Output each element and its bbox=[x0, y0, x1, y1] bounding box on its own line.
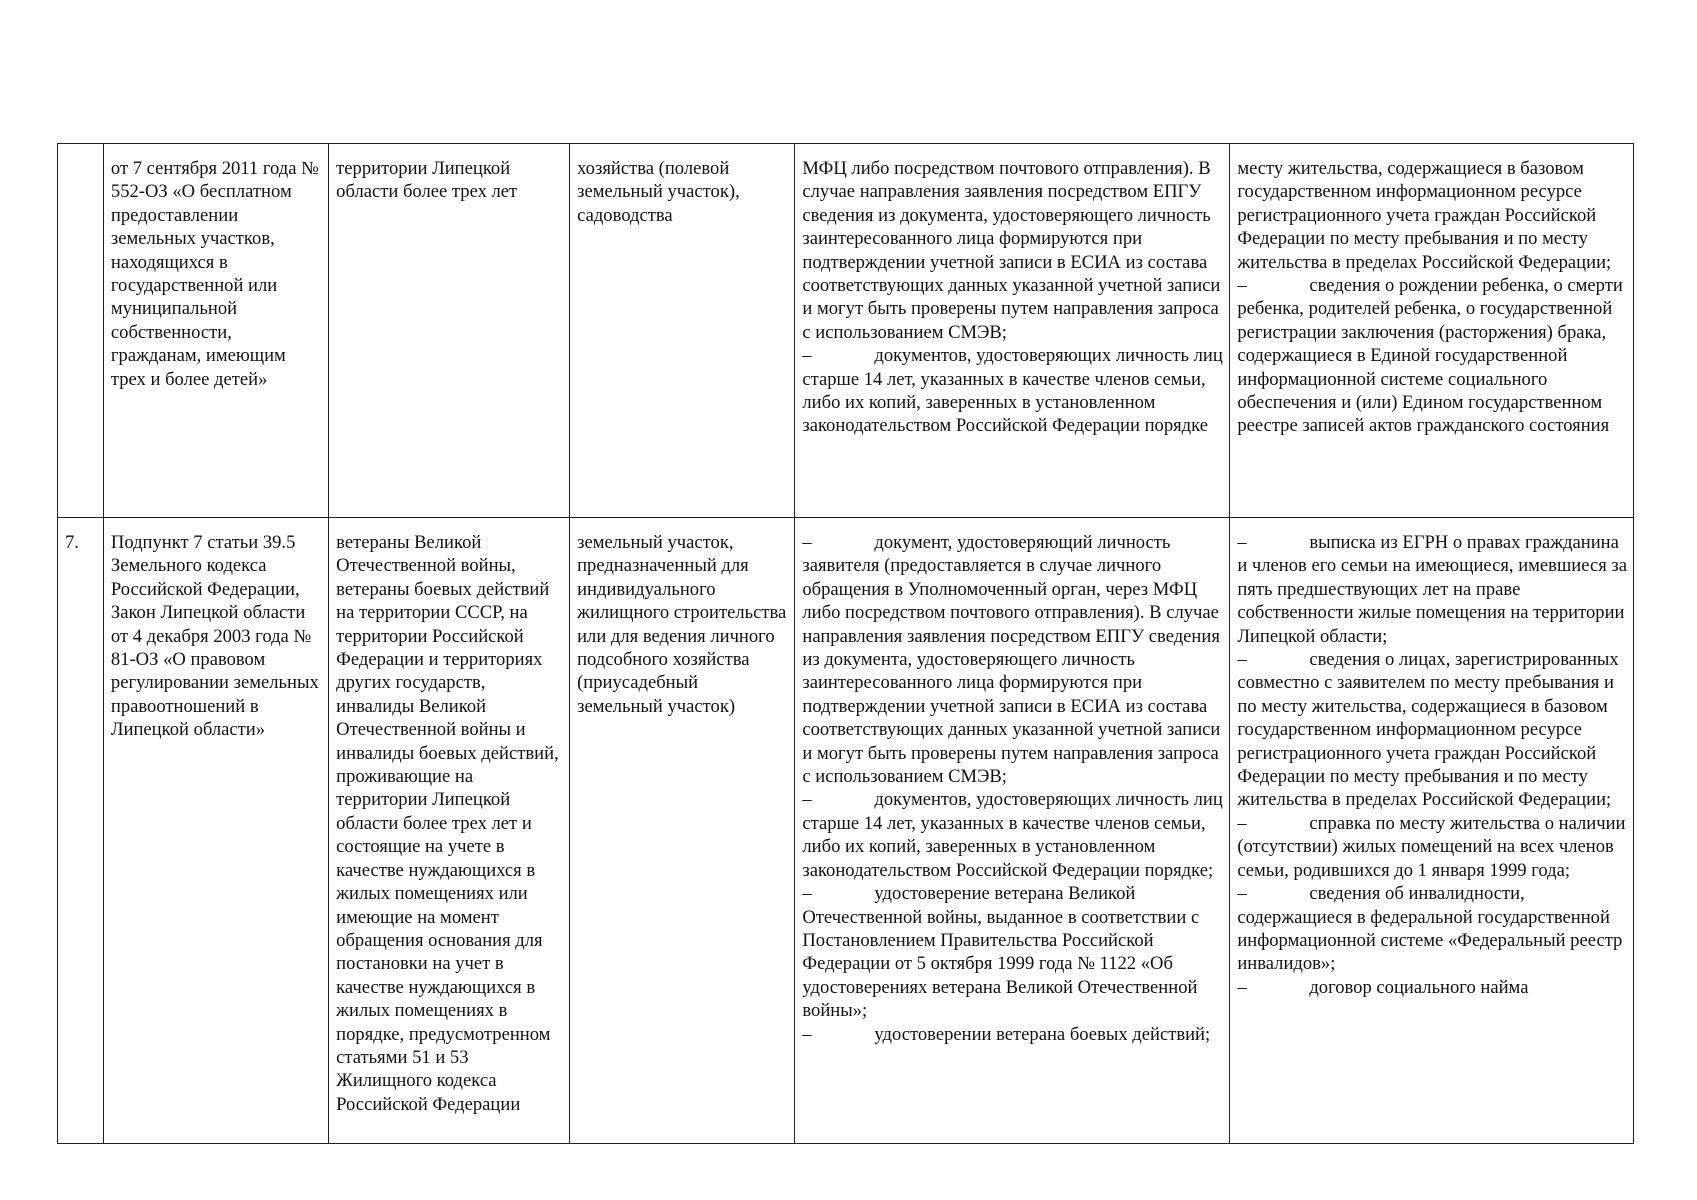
table-row bbox=[58, 144, 1634, 518]
requested-info-cell bbox=[1230, 144, 1634, 518]
info-item-text: выписка из ЕГРН о правах гражданина и членов его семьи на имеющиеся, имевшиеся за пять предшествующих лет на праве собственности жилые помещения на территории Липецкой области; bbox=[1237, 532, 1627, 647]
dash-marker: – bbox=[1237, 812, 1247, 834]
dash-marker: – bbox=[802, 789, 812, 811]
applicant-category-cell: ветераны Великой Отечественной войны, ветераны боевых действий на территории СССР, на территории Российской Федерации и территориях других государств, инвалиды Великой Отечественной войны и инвалиды боевых действий, проживающие на территории Липецкой области более трех лет и состоящие на учете в качестве нуждающихся в жилых помещениях или имеющие на момент обращения основания для постановки на учет в качестве нуждающихся в жилых помещениях в порядке, предусмотренном статьями 51 и 53 Жилищного кодекса Российской Федерации bbox=[329, 518, 570, 1144]
document-item-text: документов, удостоверяющих личность лиц старше 14 лет, указанных в качестве членов семьи, либо их копий, заверенных в установленном законодательством Российской Федерации порядке; bbox=[802, 789, 1223, 881]
document-item-text: документов, удостоверяющих личность лиц старше 14 лет, указанных в качестве членов семьи, либо их копий, заверенных в установленном законодательством Российской Федерации порядке bbox=[802, 345, 1223, 437]
land-purpose-cell: земельный участок, предназначенный для индивидуального жилищного строительства или для ведения личного подсобного хозяйства (приусадебный земельный участок) bbox=[570, 518, 795, 1144]
document-list-item bbox=[802, 531, 1223, 788]
info-list-item bbox=[1237, 976, 1627, 999]
dash-marker: – bbox=[802, 883, 812, 905]
document-item-text: МФЦ либо посредством почтового отправления). В случае направления заявления посредством ЕПГУ сведения из документа, удостоверяющего личность заинтересованного лица формируются при подтверждении учетной записи в ЕСИА из состава соответствующих данных указанной учетной записи и могут быть проверены путем направления запроса с использованием СМЭВ; bbox=[802, 158, 1221, 343]
applicant-category-cell: территории Липецкой области более трех лет bbox=[329, 144, 570, 518]
required-documents-cell bbox=[795, 144, 1230, 518]
document-list-item bbox=[802, 788, 1223, 882]
info-item-text: месту жительства, содержащиеся в базовом государственном информационном ресурсе регистрационного учета граждан Российской Федерации по месту пребывания и по месту жительства в пределах Российской Федерации; bbox=[1237, 158, 1612, 273]
document-item-text: документ, удостоверяющий личность заявителя (предоставляется в случае личного обращения в Уполномоченный орган, через МФЦ либо посредством почтового отправления). В случае направления заявления посредством ЕПГУ сведения из документа, удостоверяющего личность заинтересованного лица формируются при подтверждении учетной записи в ЕСИА из состава соответствующих данных указанной учетной записи и могут быть проверены путем направления запроса с использованием СМЭВ; bbox=[802, 532, 1221, 788]
document-list-item bbox=[802, 1023, 1223, 1046]
info-list-item bbox=[1237, 648, 1627, 812]
document-table bbox=[57, 143, 1634, 1144]
info-list-item bbox=[1237, 274, 1627, 438]
info-item-text: договор социального найма bbox=[1309, 976, 1529, 998]
document-item-text: удостоверении ветерана боевых действий; bbox=[874, 1023, 1211, 1045]
dash-marker: – bbox=[1237, 532, 1247, 553]
document-item-text: удостоверение ветерана Великой Отечественной войны, выданное в соответствии с Постановлением Правительства Российской Федерации от 5 октября 1999 года № 1122 «Об удостоверениях ветерана Великой Отечественной войны»; bbox=[802, 883, 1200, 1022]
info-list-item bbox=[1237, 812, 1627, 882]
required-documents-cell bbox=[795, 518, 1230, 1144]
land-purpose-cell: хозяйства (полевой земельный участок), садоводства bbox=[570, 144, 795, 518]
row-number-cell bbox=[58, 144, 104, 518]
dash-marker: – bbox=[1237, 649, 1247, 671]
dash-marker: – bbox=[802, 532, 812, 553]
document-list-item bbox=[802, 344, 1223, 438]
info-item-text: справка по месту жительства о наличии (отсутствии) жилых помещений на всех членов семьи, родившихся до 1 января 1999 года; bbox=[1237, 812, 1626, 881]
document-list-item bbox=[802, 882, 1223, 1022]
legal-basis-cell: от 7 сентября 2011 года № 552-ОЗ «О бесплатном предоставлении земельных участков, находящихся в государственной или муниципальной собственности, гражданам, имеющим трех и более детей» bbox=[103, 144, 328, 518]
requested-info-cell bbox=[1230, 518, 1634, 1144]
table-row bbox=[58, 518, 1634, 1144]
info-item-text: сведения о рождении ребенка, о смерти ребенка, родителей ребенка, о государственной регистрации заключения (расторжения) брака, содержащиеся в Единой государственной информационной системе социального обеспечения и (или) Едином государственном реестре записей актов гражданского состояния bbox=[1237, 275, 1623, 437]
dash-marker: – bbox=[1237, 976, 1247, 998]
info-item-text: сведения об инвалидности, содержащиеся в федеральной государственной информационной системе «Федеральный реестр инвалидов»; bbox=[1237, 883, 1623, 975]
dash-marker: – bbox=[802, 345, 812, 367]
info-item-text: сведения о лицах, зарегистрированных совместно с заявителем по месту пребывания и по месту жительства, содержащиеся в базовом государственном информационном ресурсе регистрационного учета граждан Российской Федерации по месту пребывания и по месту жительства в пределах Российской Федерации; bbox=[1237, 649, 1619, 811]
row-number-cell: 7. bbox=[58, 518, 104, 1144]
dash-marker: – bbox=[1237, 275, 1247, 297]
info-list-item bbox=[1237, 531, 1627, 648]
info-list-item bbox=[1237, 882, 1627, 976]
legal-basis-cell: Подпункт 7 статьи 39.5 Земельного кодекса Российской Федерации, Закон Липецкой области от 4 декабря 2003 года № 81-ОЗ «О правовом регулировании земельных правоотношений в Липецкой области» bbox=[103, 518, 328, 1144]
dash-marker: – bbox=[1237, 883, 1247, 905]
dash-marker: – bbox=[802, 1023, 812, 1045]
